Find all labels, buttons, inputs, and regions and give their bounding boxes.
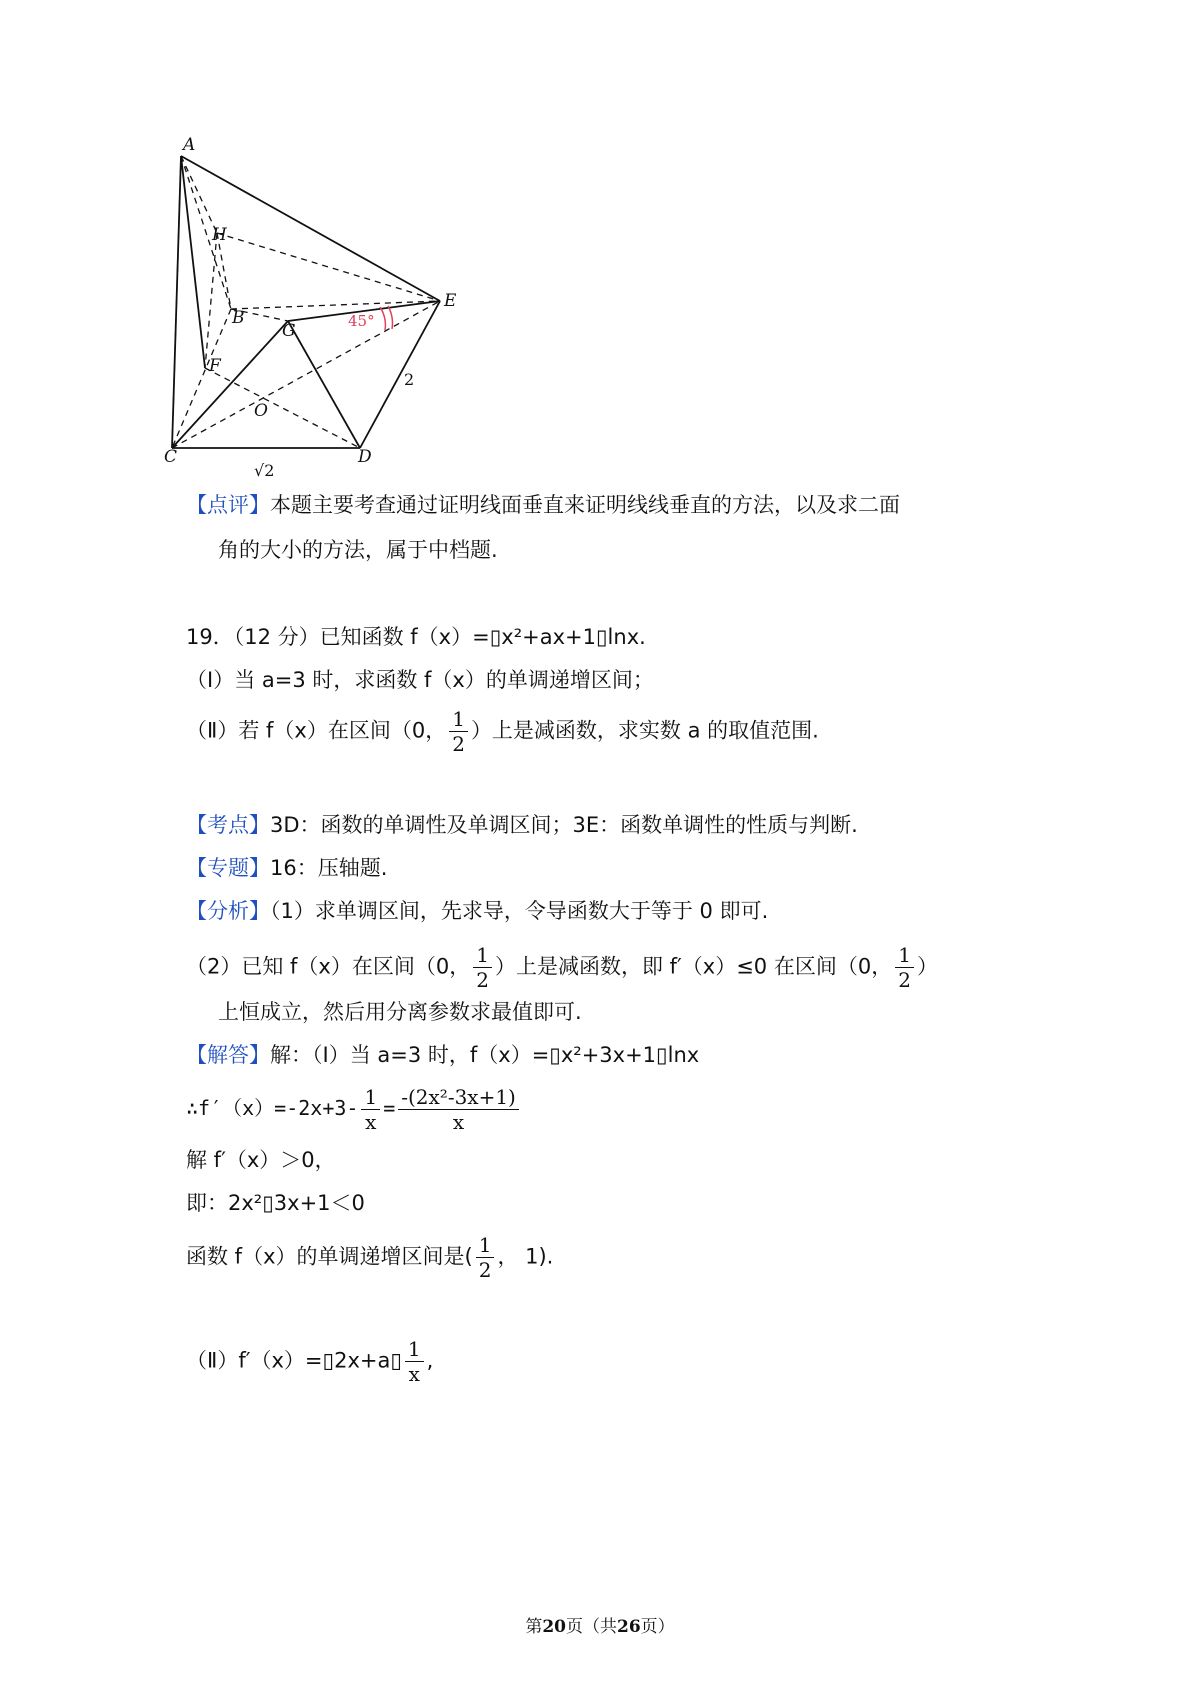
comment-line-2: 角的大小的方法，属于中档题.: [218, 538, 498, 562]
problem-part-2: [186, 707, 819, 756]
jieda-line-1: [186, 1040, 699, 1070]
problem-stem-prefix: 19．（12 分）已知函数 f（x）=: [186, 625, 490, 649]
vertex-label-d: D: [358, 447, 372, 467]
comment-text-1: 本题主要考查通过证明线面垂直来证明线线垂直的方法，以及求二面: [270, 493, 900, 517]
angle-mark: [380, 306, 393, 330]
fraction-den: 2: [452, 732, 465, 756]
zhuanti-line: [186, 853, 387, 883]
unknown-glyph: ▯: [322, 1348, 335, 1373]
fraction-den: 2: [476, 968, 489, 992]
problem-stem-body: x²+ax+1: [501, 625, 596, 649]
geometry-figure: [164, 135, 468, 485]
fenxi-text-2b: ）上是减函数，即 f′（x）≤0 在区间（0，: [494, 954, 893, 979]
interval-open: (: [464, 1244, 473, 1269]
zhuanti-text: 16：压轴题.: [270, 856, 388, 880]
interval-end: .: [546, 1244, 554, 1269]
unknown-glyph: ▯: [656, 1043, 668, 1067]
vertex-label-a: A: [183, 135, 196, 155]
fenxi-line-3: 上恒成立，然后用分离参数求最值即可.: [218, 1000, 582, 1024]
footer-suffix: 页）: [640, 1617, 675, 1637]
part-2-derivative-a: （Ⅱ）f′（x）=: [186, 1348, 323, 1373]
vertex-label-f: F: [209, 356, 221, 376]
fraction: [476, 1233, 495, 1282]
unknown-glyph: ▯: [390, 1348, 402, 1373]
jieda-line-1a: 解：（Ⅰ）当 a=3 时，f（x）=: [270, 1043, 550, 1067]
fraction: [473, 943, 492, 992]
fraction-num: 1: [405, 1337, 424, 1362]
vertex-label-c: C: [164, 447, 178, 467]
unknown-glyph: ▯: [595, 625, 608, 649]
derivative-prefix: ∴f′（x）=-2x+3-: [186, 1096, 359, 1120]
footer-middle: 页（共: [566, 1617, 617, 1637]
fenxi-line-2: [186, 943, 938, 992]
fraction: [405, 1337, 424, 1386]
part-2-derivative-b: 2x+a: [334, 1348, 391, 1373]
fraction-num: 1: [449, 707, 468, 732]
vertex-label-h: H: [212, 225, 227, 245]
solve-line-2: [186, 1188, 365, 1218]
interval-mid: ， 1): [497, 1244, 547, 1269]
vertex-label-g: G: [282, 321, 296, 341]
problem-part-2-a: （Ⅱ）若 f（x）在区间（0，: [186, 718, 447, 743]
problem-stem-suffix: lnx.: [607, 625, 646, 649]
jieda-tag: 【解答】: [186, 1043, 270, 1067]
part-2-derivative-end: ,: [426, 1348, 434, 1373]
solve-line-2b: 3x+1＜0: [273, 1191, 365, 1215]
solve-line-1: 解 f′（x）＞0，: [186, 1148, 336, 1172]
vertex-label-e: E: [444, 291, 457, 311]
jieda-line-1c: lnx: [667, 1043, 700, 1067]
unknown-glyph: ▯: [262, 1191, 274, 1215]
kaodian-tag: 【考点】: [186, 813, 270, 837]
comment-tag: 【点评】: [186, 493, 270, 517]
zhuanti-tag: 【专题】: [186, 856, 270, 880]
footer-prefix: 第: [525, 1617, 543, 1637]
fraction-num: 1: [473, 943, 492, 968]
fraction-den: x: [408, 1362, 420, 1386]
fraction-den: 2: [898, 968, 911, 992]
fenxi-text-2c: ）: [916, 954, 938, 979]
derivative-line: [186, 1085, 522, 1134]
increasing-interval-text: 函数 f（x）的单调递增区间是: [186, 1244, 465, 1269]
vertex-label-b: B: [232, 308, 245, 328]
angle-label: 45°: [348, 312, 375, 330]
fenxi-tag: 【分析】: [186, 899, 270, 923]
fraction: [361, 1085, 380, 1134]
fraction-den: x: [365, 1110, 377, 1134]
fraction-den: 2: [478, 1258, 492, 1282]
unknown-glyph: ▯: [549, 1043, 561, 1067]
fenxi-line-1: [186, 896, 768, 926]
jieda-line-1b: x²+3x+1: [560, 1043, 657, 1067]
part-2-derivative-line: [186, 1337, 433, 1386]
fenxi-text-2a: （2）已知 f（x）在区间（0，: [186, 954, 471, 979]
fraction-num: 1: [476, 1233, 495, 1258]
vertex-label-o: O: [254, 401, 268, 421]
edge-ed-length: 2: [404, 370, 415, 389]
kaodian-text: 3D：函数的单调性及单调区间；3E：函数单调性的性质与判断.: [270, 813, 858, 837]
solve-line-2a: 即：2x²: [186, 1191, 263, 1215]
fraction-num: 1: [361, 1085, 380, 1110]
fraction: [398, 1085, 519, 1134]
footer-page-number: 20: [542, 1617, 566, 1637]
edge-cd-length: √2: [254, 461, 275, 480]
footer-total-pages: 26: [617, 1617, 641, 1637]
problem-part-1: （Ⅰ）当 a=3 时，求函数 f（x）的单调递增区间；: [186, 668, 654, 692]
fenxi-text-1: （1）求单调区间，先求导，令导函数大于等于 0 即可.: [270, 899, 769, 923]
problem-part-2-b: ）上是减函数，求实数 a 的取值范围.: [470, 718, 819, 743]
comment-line-1: [186, 490, 900, 520]
fraction-num: 1: [895, 943, 914, 968]
fraction: [449, 707, 468, 756]
fraction: [895, 943, 914, 992]
unknown-glyph: ▯: [489, 625, 502, 649]
derivative-equals: =: [383, 1096, 396, 1120]
fraction-num: -(2x²-3x+1): [398, 1085, 519, 1110]
problem-stem: [186, 622, 646, 652]
kaodian-line: [186, 810, 858, 840]
fraction-den: x: [452, 1110, 465, 1134]
page-footer: [0, 1612, 1200, 1637]
increasing-interval-line: [186, 1233, 553, 1282]
